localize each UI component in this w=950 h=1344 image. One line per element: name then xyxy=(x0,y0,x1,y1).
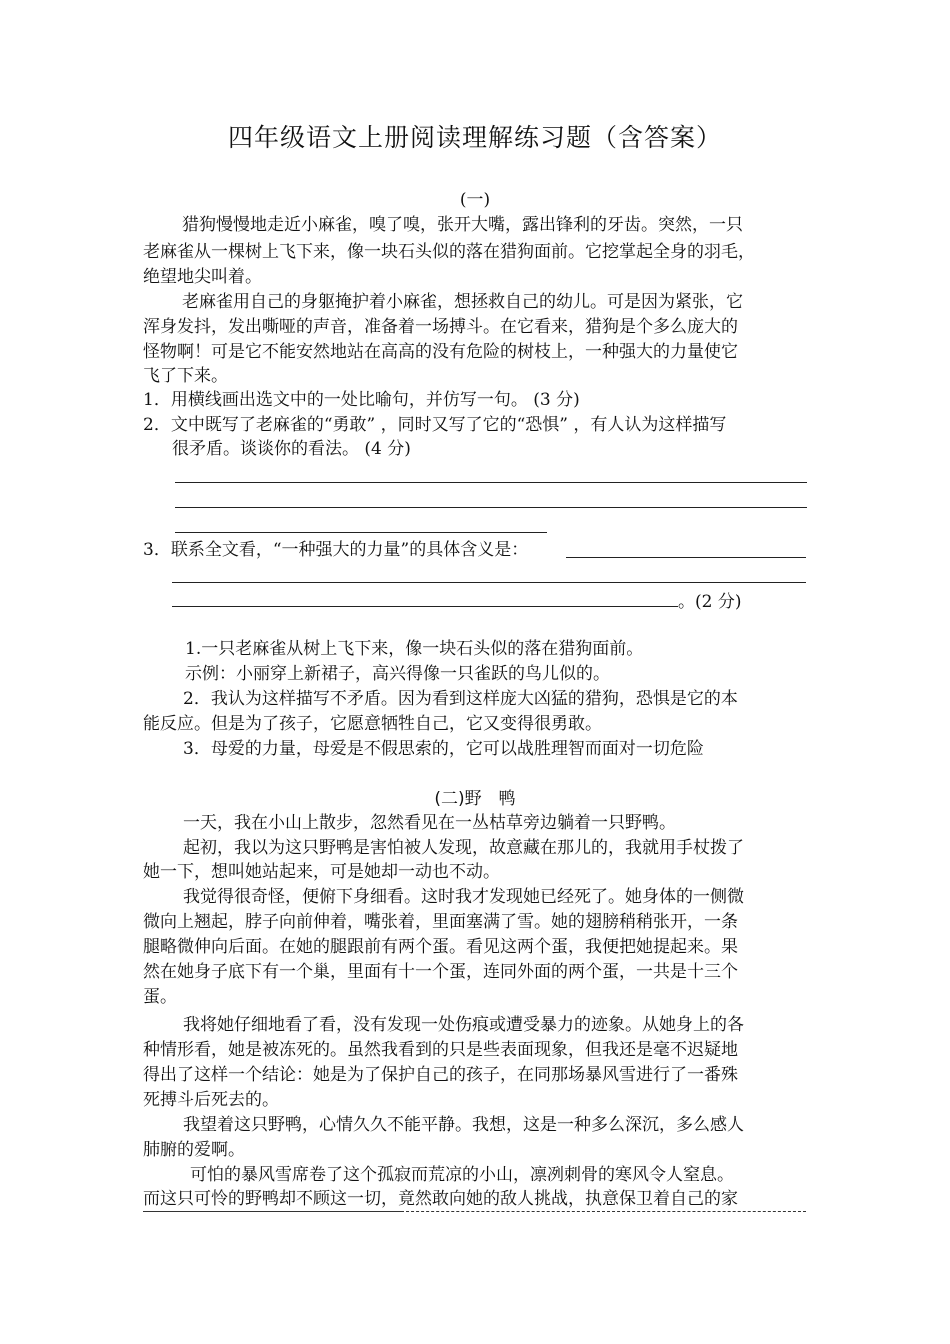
question-2-cont: 很矛盾。谈谈你的看法。 (4 分) xyxy=(172,439,411,459)
answer-line[interactable] xyxy=(175,482,807,483)
paragraph-line: 种情形看，她是被冻死的。虽然我看到的只是些表面现象，但我还是毫不迟疑地 xyxy=(143,1040,738,1060)
paragraph-line: 浑身发抖，发出嘶哑的声音，准备着一场搏斗。在它看来，猎狗是个多么庞大的 xyxy=(143,317,738,337)
dotted-underline-mark xyxy=(401,1211,806,1212)
paragraph-line: 老麻雀从一棵树上飞下来，像一块石头似的落在猎狗面前。它挖掌起全身的羽毛， xyxy=(143,242,755,262)
paragraph-line: 老麻雀用自己的身躯掩护着小麻雀，想拯救自己的幼儿。可是因为紧张，它 xyxy=(182,292,743,312)
section-heading-2: (二)野 鸭 xyxy=(434,789,516,809)
answer-text: 3．母爱的力量，母爱是不假思索的，它可以战胜理智而面对一切危险 xyxy=(183,739,704,759)
paragraph-line: 她一下，想叫她站起来，可是她却一动也不动。 xyxy=(143,862,500,882)
paragraph-line: 我觉得很奇怪，便俯下身细看。这时我才发现她已经死了。她身体的一侧微 xyxy=(183,887,744,907)
answer-text: 2．我认为这样描写不矛盾。因为看到这样庞大凶猛的猎狗，恐惧是它的本 xyxy=(183,689,738,709)
answer-text: 能反应。但是为了孩子，它愿意牺牲自己，它又变得很勇敢。 xyxy=(143,714,602,734)
question-3: 3．联系全文看，“一种强大的力量”的具体含义是： xyxy=(143,540,529,560)
answer-line[interactable] xyxy=(175,532,547,533)
paragraph-line: 一天，我在小山上散步，忽然看见在一丛枯草旁边躺着一只野鸭。 xyxy=(183,813,676,833)
paragraph-line: 肺腑的爱啊。 xyxy=(143,1140,245,1160)
paragraph-line: 得出了这样一个结论：她是为了保护自己的孩子，在同那场暴风雪进行了一番殊 xyxy=(143,1065,738,1085)
paragraph-line: 然在她身子底下有一个巢，里面有十一个蛋，连同外面的两个蛋，一共是十三个 xyxy=(143,962,738,982)
paragraph-line: 蛋。 xyxy=(143,987,177,1007)
paragraph-line: 怪物啊！可是它不能安然地站在高高的没有危险的树枝上，一种强大的力量使它 xyxy=(143,342,738,362)
paragraph-line: 猎狗慢慢地走近小麻雀，嗅了嗅，张开大嘴，露出锋利的牙齿。突然，一只 xyxy=(182,215,743,235)
answer-line[interactable] xyxy=(175,507,807,508)
paragraph-line: 我将她仔细地看了看，没有发现一处伤痕或遭受暴力的迹象。从她身上的各 xyxy=(183,1015,744,1035)
paragraph-line: 微向上翘起，脖子向前伸着，嘴张着，里面塞满了雪。她的翅膀稍稍张开，一条 xyxy=(143,912,738,932)
question-3-score: 。(2 分) xyxy=(678,592,742,612)
answer-text: 示例：小丽穿上新裙子，高兴得像一只雀跃的鸟儿似的。 xyxy=(185,664,610,684)
answer-line[interactable] xyxy=(172,582,806,583)
paragraph-line: 我望着这只野鸭，心情久久不能平静。我想，这是一种多么深沉，多么感人 xyxy=(183,1115,744,1135)
paragraph-line: 绝望地尖叫着。 xyxy=(143,267,262,287)
section-heading-1: (一) xyxy=(459,190,491,210)
paragraph-line: 起初，我以为这只野鸭是害怕被人发现，故意藏在那儿的，我就用手杖拨了 xyxy=(183,838,744,858)
answer-line[interactable] xyxy=(566,557,806,558)
paragraph-line: 死搏斗后死去的。 xyxy=(143,1090,279,1110)
answer-line[interactable] xyxy=(172,606,678,607)
paragraph-line: 可怕的暴风雪席卷了这个孤寂而荒凉的小山，凛冽刺骨的寒风令人窒息。 xyxy=(190,1165,734,1185)
answer-text: 1.一只老麻雀从树上飞下来，像一块石头似的落在猎狗面前。 xyxy=(185,639,644,659)
page-title: 四年级语文上册阅读理解练习题（含答案） xyxy=(227,123,722,152)
underline-mark xyxy=(143,1211,401,1212)
paragraph-line: 腿略微伸向后面。在她的腿跟前有两个蛋。看见这两个蛋，我便把她提起来。果 xyxy=(143,937,738,957)
paragraph-line: 飞了下来。 xyxy=(143,366,228,386)
question-2: 2．文中既写了老麻雀的“勇敢” ，同时又写了它的“恐惧” ，有人认为这样描写 xyxy=(143,415,727,435)
question-1: 1．用横线画出选文中的一处比喻句，并仿写一句。 (3 分) xyxy=(143,390,580,410)
paragraph-line: 而这只可怜的野鸭却不顾这一切，竟然敢向她的敌人挑战，执意保卫着自己的家 xyxy=(143,1189,738,1209)
